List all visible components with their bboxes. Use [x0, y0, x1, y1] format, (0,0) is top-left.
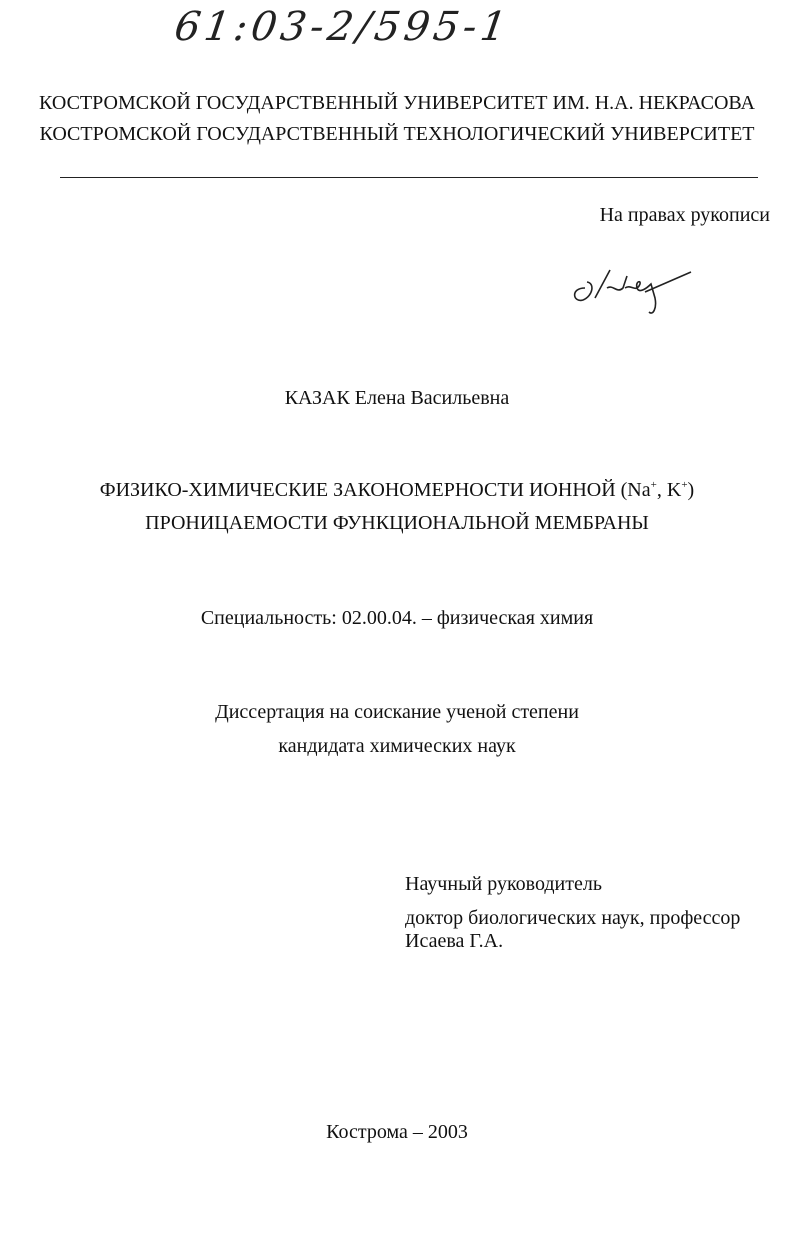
specialty: Специальность: 02.00.04. – физическая химия — [200, 607, 594, 629]
university-line-2: КОСТРОМСКОЙ ГОСУДАРСТВЕННЫЙ ТЕХНОЛОГИЧЕСКИЙ УНИВЕРСИТЕТ — [39, 123, 755, 145]
degree-line-1: Диссертация на соискание ученой степени — [215, 701, 579, 723]
thesis-title-line-2: ПРОНИЦАЕМОСТИ ФУНКЦИОНАЛЬНОЙ МЕМБРАНЫ — [145, 512, 649, 534]
header-divider — [60, 177, 758, 178]
title-mid: , K — [656, 479, 682, 501]
sup-plus: + — [681, 479, 688, 491]
title-end: ) — [687, 479, 695, 501]
title-prefix: ФИЗИКО-ХИМИЧЕСКИЕ ЗАКОНОМЕРНОСТИ ИОННОЙ (Na — [99, 479, 651, 501]
handwritten-archive-number: 61:03-2/595-1 — [171, 4, 514, 50]
manuscript-rights: На правах рукописи — [599, 204, 770, 226]
thesis-title-line-1 — [0, 478, 794, 502]
degree-line-2: кандидата химических наук — [278, 735, 516, 757]
supervisor-title: доктор биологических наук, профессор — [405, 907, 741, 929]
city-year: Кострома – 2003 — [326, 1121, 468, 1143]
supervisor-name: Исаева Г.А. — [405, 930, 504, 952]
supervisor-label: Научный руководитель — [405, 873, 602, 895]
university-line-1: КОСТРОМСКОЙ ГОСУДАРСТВЕННЫЙ УНИВЕРСИТЕТ ИМ. Н.А. НЕКРАСОВА — [39, 92, 755, 114]
author-signature — [565, 258, 705, 323]
author-name: КАЗАК Елена Васильевна — [284, 387, 510, 409]
sup-plus: + — [650, 479, 657, 491]
